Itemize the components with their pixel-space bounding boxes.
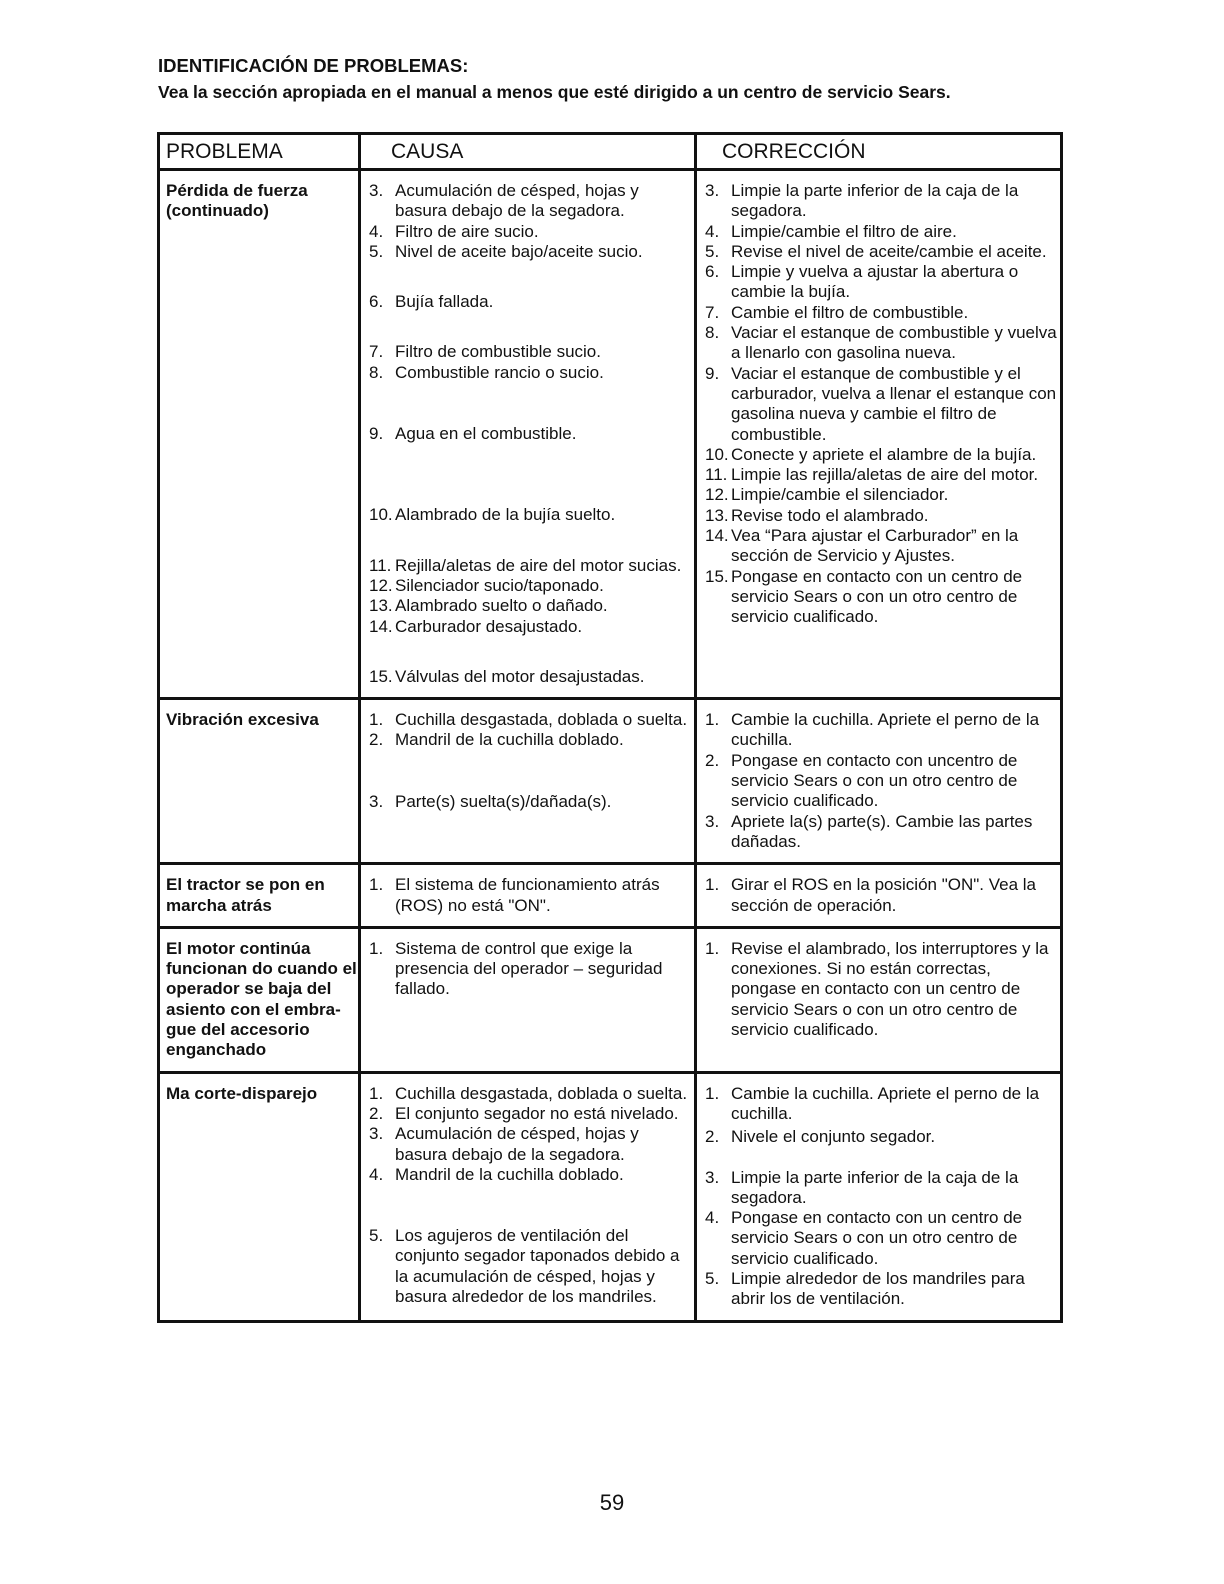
- list-item: [697, 242, 1060, 262]
- list-item: [697, 1269, 1060, 1310]
- correction-cell: [696, 927, 1062, 1072]
- item-text: Limpie la parte inferior de la caja de la segadora.: [731, 1167, 1019, 1207]
- item-text: El sistema de funcionamiento atrás (ROS) no está "ON".: [395, 875, 660, 915]
- list-item: [361, 292, 694, 312]
- list-item: [361, 1226, 694, 1307]
- problem-cell: Ma corte-disparejo: [159, 1072, 360, 1321]
- list-item: [361, 363, 694, 383]
- column-header-problem: PROBLEMA: [159, 134, 360, 170]
- item-number: 12.: [705, 485, 729, 505]
- problem-cell: El motor continúa funcionan do cuando el operador se baja del asiento con el embra-gue del accesorio enganchado: [159, 927, 360, 1072]
- item-text: Acumulación de césped, hojas y basura debajo de la segadora.: [395, 181, 639, 221]
- item-number: 7.: [369, 342, 384, 362]
- list-item: [697, 939, 1060, 1040]
- list-item: [361, 875, 694, 916]
- item-text: Conecte y apriete el alambre de la bujía.: [731, 444, 1037, 464]
- section-heading: IDENTIFICACIÓN DE PROBLEMAS:: [158, 55, 469, 76]
- list-item: [361, 596, 694, 616]
- list-item: [361, 730, 694, 750]
- list-item: [697, 1208, 1060, 1269]
- list-item: [697, 1084, 1060, 1125]
- cause-cell: [360, 927, 696, 1072]
- list-item: [361, 424, 694, 444]
- table-row: [159, 927, 1062, 1072]
- item-text: El conjunto segador no está nivelado.: [395, 1103, 679, 1123]
- item-number: 3.: [705, 1167, 720, 1187]
- cause-cell: [360, 1072, 696, 1321]
- item-number: 13.: [705, 505, 729, 525]
- item-number: 6.: [705, 262, 720, 282]
- item-text: Cuchilla desgastada, doblada o suelta.: [395, 710, 688, 730]
- list-item: [697, 710, 1060, 751]
- list-item: [361, 667, 694, 687]
- list-item: [697, 567, 1060, 628]
- item-text: Vaciar el estanque de combustible y vuelva a llenarlo con gasolina nueva.: [731, 323, 1057, 363]
- correction-cell: [696, 1072, 1062, 1321]
- item-text: Acumulación de césped, hojas y basura debajo de la segadora.: [395, 1124, 639, 1164]
- item-number: 4.: [705, 1208, 720, 1228]
- item-text: Limpie la parte inferior de la caja de la segadora.: [731, 181, 1019, 221]
- list-item: [361, 710, 694, 730]
- list-item: [697, 222, 1060, 242]
- item-text: Rejilla/aletas de aire del motor sucias.: [395, 555, 682, 575]
- item-text: Revise el nivel de aceite/cambie el aceite.: [731, 241, 1047, 261]
- item-number: 9.: [369, 424, 384, 444]
- item-number: 2.: [705, 750, 720, 770]
- list-item: [697, 181, 1060, 222]
- item-number: 5.: [705, 1268, 720, 1288]
- item-number: 15.: [705, 566, 729, 586]
- item-text: Limpie/cambie el silenciador.: [731, 485, 949, 505]
- item-text: Los agujeros de ventilación del conjunto segador taponados debido a la acumulación de césped, hojas y basura alrededor de los mandriles.: [395, 1226, 680, 1306]
- item-number: 10.: [705, 444, 729, 464]
- item-text: Mandril de la cuchilla doblado.: [395, 730, 624, 750]
- list-item: [697, 485, 1060, 505]
- item-text: Sistema de control que exige la presencia del operador – seguridad fallado.: [395, 938, 663, 999]
- item-text: Vaciar el estanque de combustible y el carburador, vuelva a llenar el estanque con gasolina nueva y cambie el filtro de combustible.: [731, 363, 1057, 444]
- item-number: 4.: [369, 1164, 384, 1184]
- list-item: [361, 939, 694, 1000]
- item-number: 14.: [369, 616, 393, 636]
- list-item: [361, 576, 694, 596]
- list-item: [697, 262, 1060, 303]
- item-number: 7.: [705, 302, 720, 322]
- item-text: Carburador desajustado.: [395, 616, 583, 636]
- item-number: 3.: [705, 181, 720, 200]
- list-item: [361, 617, 694, 637]
- column-header-correction: CORRECCIÓN: [696, 134, 1062, 170]
- item-number: 14.: [705, 526, 729, 546]
- item-number: 6.: [369, 292, 384, 312]
- list-item: [361, 1124, 694, 1165]
- correction-cell: [696, 699, 1062, 864]
- item-text: Pongase en contacto con un centro de servicio Sears o con un otro centro de servicio cualificado.: [731, 566, 1023, 627]
- list-item: [361, 342, 694, 362]
- table-row: [159, 1072, 1062, 1321]
- item-text: Vea “Para ajustar el Carburador” en la sección de Servicio y Ajustes.: [731, 526, 1019, 566]
- list-item: [697, 445, 1060, 465]
- item-text: Cambie la cuchilla. Apriete el perno de la cuchilla.: [731, 1083, 1040, 1123]
- item-text: Filtro de aire sucio.: [395, 221, 539, 241]
- correction-cell: [696, 864, 1062, 928]
- list-item: [697, 323, 1060, 364]
- item-number: 8.: [369, 362, 384, 382]
- item-text: Cambie el filtro de combustible.: [731, 302, 969, 322]
- item-text: Nivele el conjunto segador.: [731, 1127, 936, 1147]
- item-number: 5.: [705, 241, 720, 261]
- list-item: [697, 1127, 1060, 1147]
- column-header-cause: CAUSA: [360, 134, 696, 170]
- item-text: Cuchilla desgastada, doblada o suelta.: [395, 1083, 688, 1103]
- item-text: Cambie la cuchilla. Apriete el perno de la cuchilla.: [731, 710, 1040, 750]
- item-number: 1.: [705, 938, 720, 958]
- item-text: Alambrado de la bujía suelto.: [395, 505, 616, 525]
- item-number: 3.: [369, 791, 384, 811]
- list-item: [697, 303, 1060, 323]
- correction-cell: [696, 170, 1062, 699]
- item-number: 1.: [369, 938, 384, 958]
- item-number: 1.: [369, 710, 384, 730]
- item-number: 5.: [369, 241, 384, 261]
- item-text: Girar el ROS en la posición "ON". Vea la sección de operación.: [731, 875, 1036, 915]
- list-item: [697, 751, 1060, 812]
- page-number: 59: [599, 1490, 625, 1515]
- item-text: Mandril de la cuchilla doblado.: [395, 1164, 624, 1184]
- list-item: [697, 526, 1060, 567]
- list-item: [697, 875, 1060, 916]
- list-item: [361, 556, 694, 576]
- cause-cell: [360, 699, 696, 864]
- item-text: Limpie/cambie el filtro de aire.: [731, 221, 957, 241]
- item-text: Nivel de aceite bajo/aceite sucio.: [395, 241, 643, 261]
- list-item: [697, 812, 1060, 853]
- item-number: 1.: [705, 710, 720, 730]
- item-number: 3.: [369, 1124, 384, 1144]
- item-text: Silenciador sucio/taponado.: [395, 575, 604, 595]
- troubleshooting-table: [157, 132, 1063, 1323]
- item-text: Revise el alambrado, los interruptores y la conexiones. Si no están correctas, pongase en contacto con un centro de servicio Sears o con un otro centro de servicio cualificado.: [731, 938, 1049, 1040]
- section-subheading: Vea la sección apropiada en el manual a menos que esté dirigido a un centro de servicio Sears.: [158, 82, 951, 102]
- item-number: 1.: [705, 1083, 720, 1103]
- list-item: [697, 465, 1060, 485]
- item-text: Apriete la(s) parte(s). Cambie las partes dañadas.: [731, 811, 1033, 851]
- item-number: 1.: [369, 875, 384, 895]
- item-number: 15.: [369, 666, 393, 686]
- problem-cell: El tractor se pon en marcha atrás: [159, 864, 360, 928]
- list-item: [697, 364, 1060, 445]
- item-text: Parte(s) suelta(s)/dañada(s).: [395, 791, 612, 811]
- item-number: 1.: [369, 1083, 384, 1103]
- table-row: [159, 864, 1062, 928]
- item-text: Pongase en contacto con un centro de servicio Sears o con un otro centro de servicio cualificado.: [731, 1208, 1023, 1268]
- item-number: 12.: [369, 575, 393, 595]
- list-item: [361, 1104, 694, 1124]
- item-text: Bujía fallada.: [395, 292, 494, 312]
- list-item: [361, 1084, 694, 1104]
- problem-cell: Pérdida de fuerza (continuado): [159, 170, 360, 699]
- item-number: 4.: [369, 221, 384, 241]
- item-text: Filtro de combustible sucio.: [395, 342, 601, 362]
- item-number: 3.: [705, 811, 720, 831]
- list-item: [361, 1165, 694, 1185]
- list-item: [361, 222, 694, 242]
- cause-cell: [360, 864, 696, 928]
- item-text: Limpie las rejilla/aletas de aire del motor.: [731, 465, 1039, 485]
- list-item: [361, 242, 694, 262]
- table-row: [159, 170, 1062, 699]
- list-item: [697, 1168, 1060, 1209]
- list-item: [361, 792, 694, 812]
- item-number: 11.: [369, 555, 392, 575]
- list-item: [361, 505, 694, 525]
- item-number: 2.: [369, 730, 384, 750]
- item-number: 10.: [369, 505, 393, 525]
- table-row: [159, 699, 1062, 864]
- item-text: Válvulas del motor desajustadas.: [395, 666, 645, 686]
- item-number: 3.: [369, 181, 384, 200]
- cause-cell: [360, 170, 696, 699]
- item-text: Alambrado suelto o dañado.: [395, 596, 608, 616]
- item-number: 11.: [705, 465, 728, 485]
- item-text: Agua en el combustible.: [395, 424, 577, 444]
- item-number: 2.: [705, 1127, 720, 1147]
- list-item: [697, 506, 1060, 526]
- item-number: 13.: [369, 596, 393, 616]
- item-text: Combustible rancio o sucio.: [395, 362, 604, 382]
- item-number: 8.: [705, 323, 720, 343]
- item-number: 5.: [369, 1226, 384, 1246]
- item-number: 4.: [705, 221, 720, 241]
- item-text: Revise todo el alambrado.: [731, 505, 929, 525]
- item-text: Limpie y vuelva a ajustar la abertura o cambie la bujía.: [731, 262, 1019, 302]
- item-number: 9.: [705, 363, 720, 383]
- item-text: Pongase en contacto con uncentro de servicio Sears o con un otro centro de servicio cualificado.: [731, 750, 1018, 811]
- item-number: 2.: [369, 1103, 384, 1123]
- list-item: [361, 181, 694, 222]
- item-number: 1.: [705, 875, 720, 895]
- problem-cell: Vibración excesiva: [159, 699, 360, 864]
- item-text: Limpie alrededor de los mandriles para abrir los de ventilación.: [731, 1268, 1025, 1309]
- table-header-row: [159, 134, 1062, 170]
